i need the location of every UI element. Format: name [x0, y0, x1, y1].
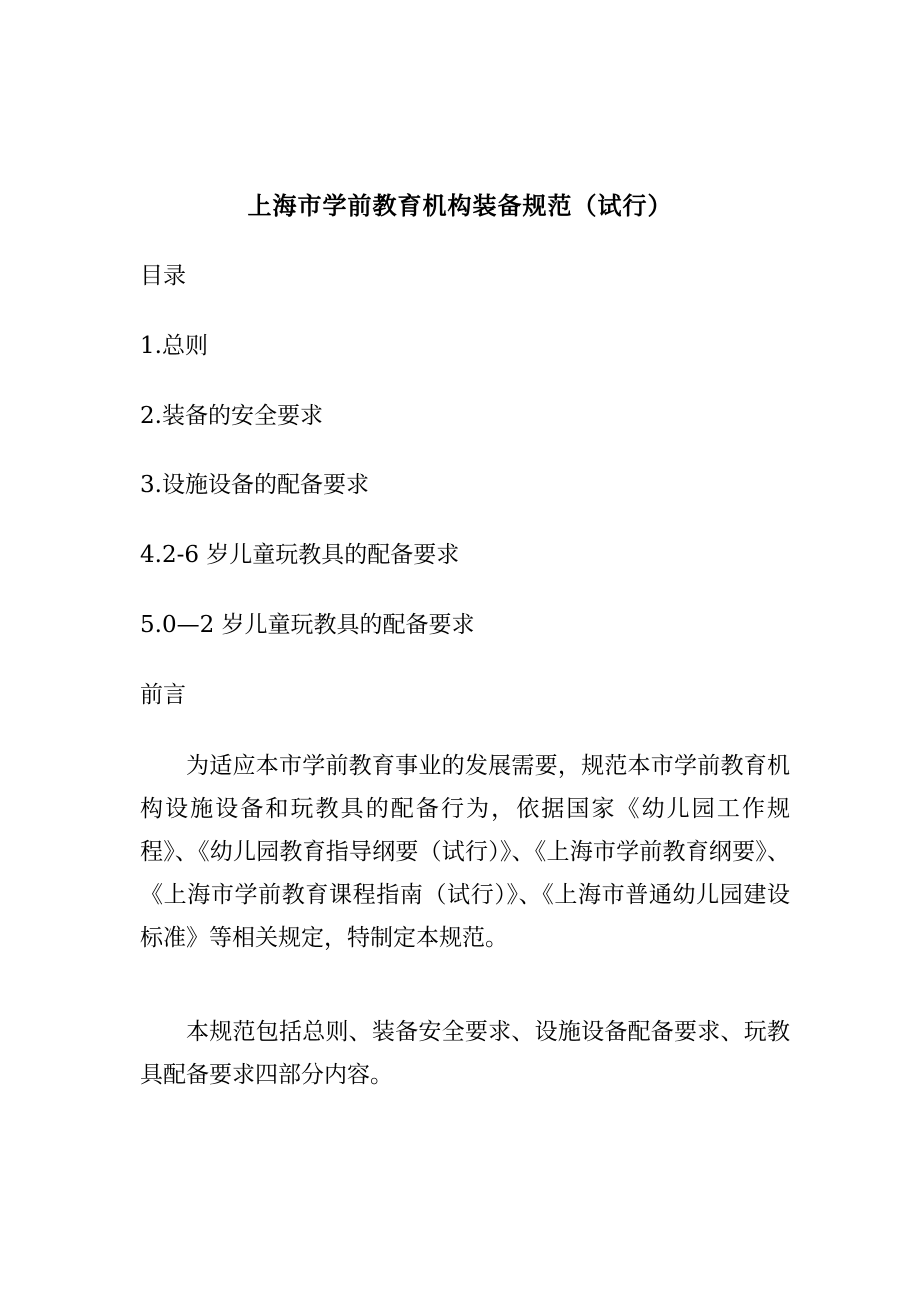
toc-item-5: 5.0—2 岁儿童玩教具的配备要求 — [140, 612, 475, 638]
toc-item-3: 3.设施设备的配备要求 — [140, 472, 369, 498]
toc-heading: 目录 — [140, 263, 186, 289]
preface-paragraph-1: 为适应本市学前教育事业的发展需要，规范本市学前教育机构设施设备和玩教具的配备行为，依据国家《幼儿园工作规程》、《幼儿园教育指导纲要（试行）》、《上海市学前教育纲要》、《上海市学前教育课程指南（试行）》、《上海市普通幼儿园建设标准》等相关规定，特制定本规范。 — [140, 753, 790, 951]
toc-item-4: 4.2-6 岁儿童玩教具的配备要求 — [140, 542, 460, 568]
document-title: 上海市学前教育机构装备规范（试行） — [247, 191, 673, 220]
preface-paragraph-2: 本规范包括总则、装备安全要求、设施设备配备要求、玩教具配备要求四部分内容。 — [140, 1019, 790, 1088]
preface-heading: 前言 — [140, 682, 186, 708]
toc-item-1: 1.总则 — [140, 333, 208, 359]
toc-item-2: 2.装备的安全要求 — [140, 403, 323, 429]
